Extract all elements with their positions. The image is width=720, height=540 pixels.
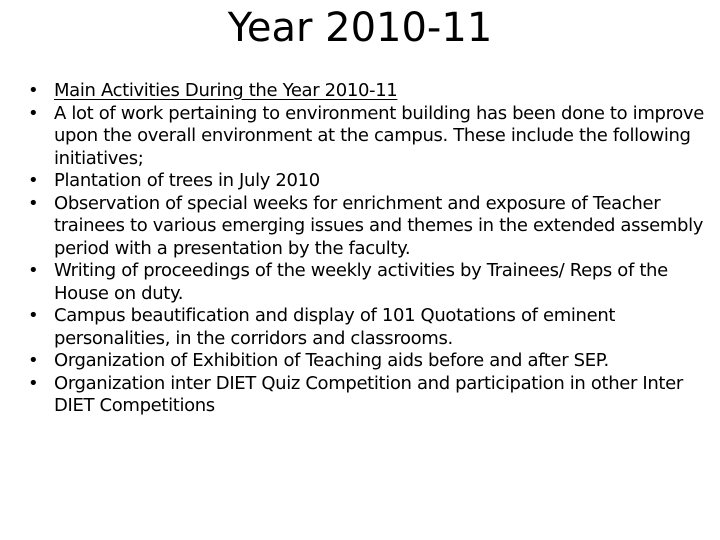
bullet-icon: • [28,305,39,326]
bullet-item-special-weeks [28,193,713,261]
bullet-text: Observation of special weeks for enrichment and exposure of Teacher trainees to various emerging issues and themes in the extended assembly period with a presentation by the faculty. [54,192,704,259]
bullet-text: A lot of work pertaining to environment building has been done to improve upon the overall environment at the campus. These include the following initiatives; [54,102,704,169]
bullet-item-beautification [28,305,713,350]
bullet-icon: • [28,80,39,101]
bullet-item-exhibition [28,350,713,373]
bullet-icon: • [28,192,39,214]
bullet-icon: • [28,260,39,281]
bullet-icon: • [28,102,39,124]
bullet-icon: • [28,372,39,394]
bullet-text: Organization of Exhibition of Teaching aids before and after SEP. [54,350,609,371]
bullet-item-proceedings [28,260,713,305]
bullet-item-environment-building [28,103,713,171]
bullet-text: Writing of proceedings of the weekly activities by Trainees/ Reps of the House on duty. [54,260,668,304]
bullet-item-quiz-competition [28,373,713,418]
bullet-text: Organization inter DIET Quiz Competition and participation in other Inter DIET Competitions [54,372,683,416]
slide-title: Year 2010-11 [227,5,493,51]
bullet-icon: • [28,170,39,191]
bullet-list [28,80,713,418]
bullet-icon: • [28,350,39,371]
bullet-text-heading: Main Activities During the Year 2010-11 [54,80,398,101]
bullet-text: Plantation of trees in July 2010 [54,170,320,191]
bullet-item-plantation [28,170,713,193]
bullet-text: Campus beautification and display of 101 Quotations of eminent personalities, in the corridors and classrooms. [54,305,616,349]
bullet-item-main-activities [28,80,713,103]
